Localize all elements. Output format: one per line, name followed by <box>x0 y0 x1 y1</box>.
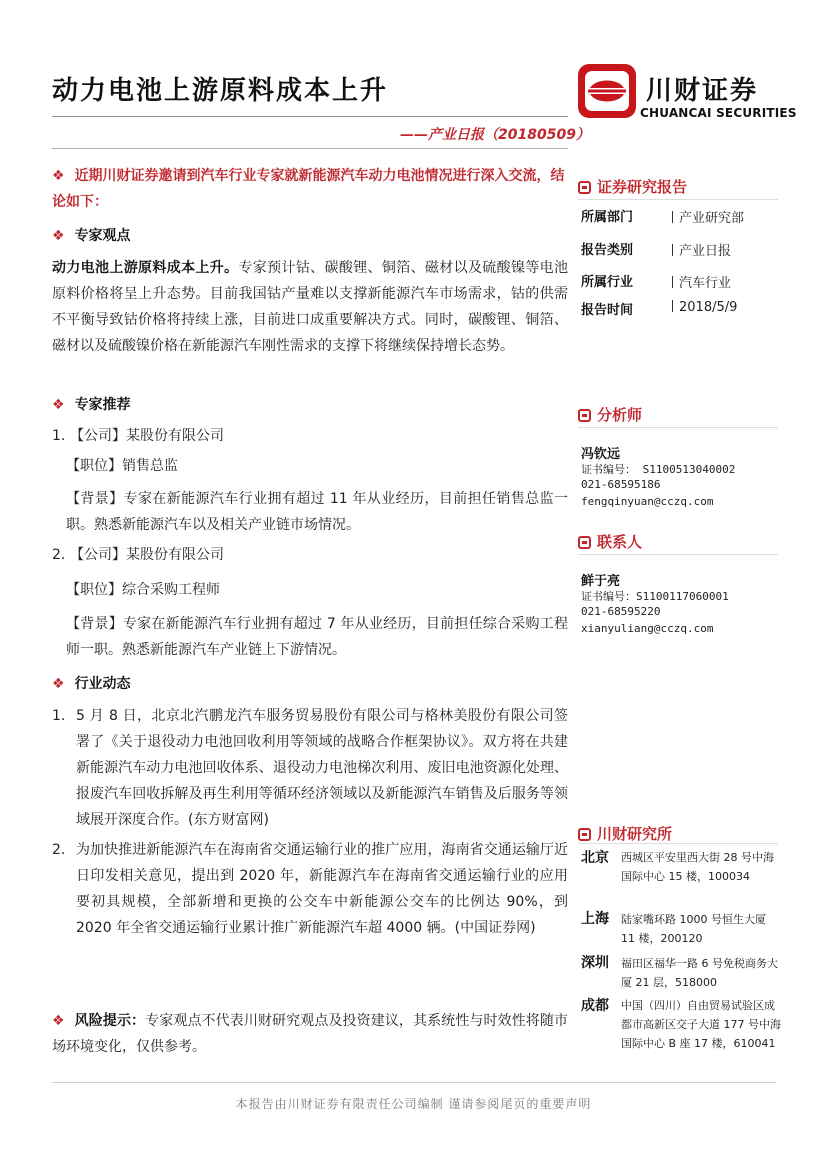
analyst-phone: 021-68595186 <box>581 478 661 491</box>
sidebar-divider <box>578 554 778 555</box>
expert-background: 【背景】专家在新能源汽车行业拥有超过 7 年从业经历，目前担任综合采购工程师一职。熟悉新能源汽车产业链上下游情况。 <box>66 616 568 658</box>
diamond-bullet-icon: ❖ <box>52 676 65 692</box>
office-city: 深圳 <box>581 955 609 971</box>
contact-phone: 021-68595220 <box>581 605 661 618</box>
opinion-paragraph <box>52 255 568 359</box>
analyst-email[interactable]: fengqinyuan@cczq.com <box>581 495 714 508</box>
diamond-bullet-icon: ❖ <box>52 397 65 413</box>
office-city: 成都 <box>581 998 609 1014</box>
analyst-name: 冯钦远 <box>581 447 621 462</box>
meta-value: 汽车行业 <box>672 272 731 291</box>
analyst-icon <box>578 409 591 422</box>
contact-cert: 证书编号：S1100117060001 <box>581 590 729 603</box>
meta-label: 所属部门 <box>581 210 634 225</box>
sidebar-divider <box>578 199 778 200</box>
risk-label: 风险提示： <box>74 1013 146 1029</box>
expert-position: 【职位】销售总监 <box>66 458 178 474</box>
page-title: 动力电池上游原料成本上升 <box>52 76 389 106</box>
logo-mark-icon <box>578 64 636 118</box>
section-heading-news: ❖ 行业动态 <box>52 676 131 692</box>
meta-label: 报告时间 <box>581 303 634 318</box>
diamond-bullet-icon: ❖ <box>52 1013 65 1029</box>
news-item: 2. 为加快推进新能源汽车在海南省交通运输行业的推广应用，海南省交通运输厅近日印发相关意见，提出到 2020 年，新能源汽车在海南省交通运输行业的应用要初具规模，全部新增和更换的公交车中新能源公交车的比例达 90%，到 2020 年全省交通运输行业累计推广新能源汽车超 4000 辆。(中国证券网) <box>52 842 568 936</box>
office-address: 福田区福华一路 6 号免税商务大厦 21 层，518000 <box>621 957 778 989</box>
sidebar-heading-contact: 联系人 <box>578 531 642 552</box>
footer-divider <box>52 1082 776 1083</box>
office-city: 北京 <box>581 850 609 866</box>
analyst-cert: 证书编号： S1100513040002 <box>581 463 736 476</box>
meta-value: 产业日报 <box>672 240 731 259</box>
logo-chinese-name: 川财证券 <box>646 76 759 106</box>
office-address: 陆家嘴环路 1000 号恒生大厦 11 楼，200120 <box>621 913 766 945</box>
section-heading-experts: ❖ 专家推荐 <box>52 397 131 413</box>
risk-text: 专家观点不代表川财研究观点及投资建议，其系统性与时效性将随市场环境变化，仅供参考。 <box>52 1013 569 1055</box>
office-address: 西城区平安里西大街 28 号中海国际中心 15 楼，100034 <box>621 851 774 883</box>
report-icon <box>578 181 591 194</box>
institute-icon <box>578 828 591 841</box>
expert-company: 2. 【公司】某股份有限公司 <box>52 547 224 563</box>
office-address: 中国（四川）自由贸易试验区成都市高新区交子大道 177 号中海国际中心 B 座 17 楼，610041 <box>621 999 781 1050</box>
expert-background: 【背景】专家在新能源汽车行业拥有超过 11 年从业经历，目前担任销售总监一职。熟悉新能源汽车以及相关产业链市场情况。 <box>66 491 568 533</box>
sidebar-heading-report: 证券研究报告 <box>578 176 687 197</box>
page-footer: 本报告由川财证券有限责任公司编制 谨请参阅尾页的重要声明 <box>235 1097 592 1111</box>
office-city: 上海 <box>581 911 609 927</box>
sidebar-heading-analyst: 分析师 <box>578 404 642 425</box>
news-item: 1. 5 月 8 日，北京北汽鹏龙汽车服务贸易股份有限公司与格林美股份有限公司签署了《关于退役动力电池回收利用等领域的战略合作框架协议》。双方将在共建新能源汽车动力电池回收体系、退役动力电池梯次利用、废旧电池资源化处理、报废汽车回收拆解及再生利用等循环经济领域以及新能源汽车销售及后服务等领域展开深度合作。(东方财富网) <box>52 708 568 828</box>
expert-company: 1. 【公司】某股份有限公司 <box>52 428 224 444</box>
company-logo <box>578 64 636 118</box>
meta-value: 2018/5/9 <box>672 300 737 315</box>
contact-email[interactable]: xianyuliang@cczq.com <box>581 622 714 635</box>
meta-value: 产业研究部 <box>672 207 744 226</box>
sidebar-divider <box>578 427 778 428</box>
expert-position: 【职位】综合采购工程师 <box>66 582 220 598</box>
subtitle-divider <box>52 148 568 149</box>
sidebar-heading-institute: 川财研究所 <box>578 823 672 844</box>
section-heading-opinion: ❖ 专家观点 <box>52 228 131 244</box>
meta-label: 所属行业 <box>581 275 634 290</box>
meta-label: 报告类别 <box>581 243 634 258</box>
diamond-bullet-icon: ❖ <box>52 228 65 244</box>
title-divider <box>52 116 568 117</box>
sidebar-divider <box>578 843 778 844</box>
opinion-lead-sentence: 动力电池上游原料成本上升。 <box>52 260 239 276</box>
contact-icon <box>578 536 591 549</box>
opinion-text: 专家预计钴、碳酸锂、铜箔、磁材以及硫酸镍等电池原料价格将呈上升态势。目前我国钴产量难以支撑新能源汽车市场需求，钴的供需不平衡导致钴价格将持续上涨，目前进口成重要解决方式。同时，碳酸锂、铜箔、磁材以及硫酸镍价格在新能源汽车刚性需求的支撑下将继续保持增长态势。 <box>52 260 569 354</box>
report-subtitle: ——产业日报（20180509） <box>400 127 590 143</box>
contact-name: 鲜于亮 <box>581 574 621 589</box>
diamond-bullet-icon: ❖ <box>52 168 65 184</box>
risk-warning <box>52 1008 568 1060</box>
lead-paragraph: ❖ 近期川财证券邀请到汽车行业专家就新能源汽车动力电池情况进行深入交流，结论如下： <box>52 168 565 210</box>
logo-english-name: CHUANCAI SECURITIES <box>640 106 797 120</box>
